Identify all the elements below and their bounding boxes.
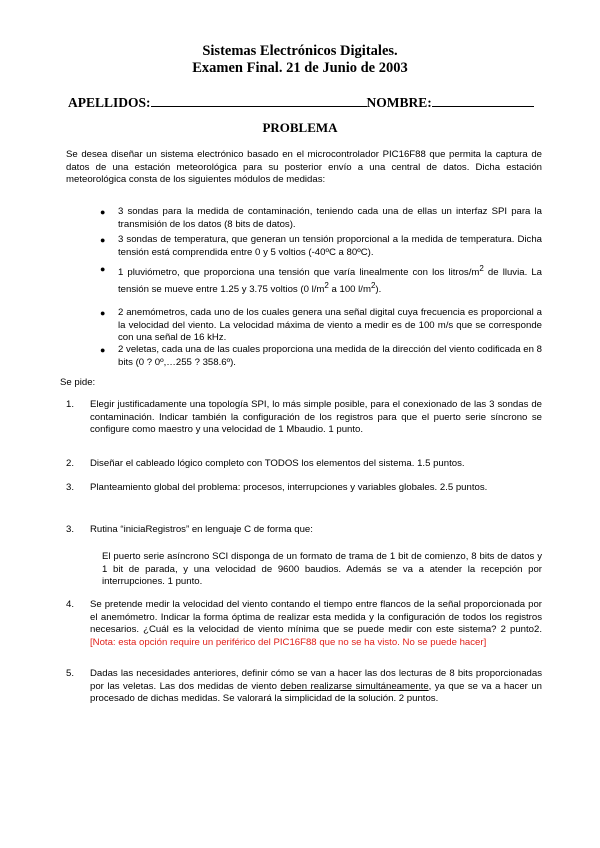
question-item: 4. Se pretende medir la velocidad del viento contando el tiempo entre flancos de la señal proporcionada por el anemómetro. Indicar la forma óptima de realizar esta medida y la configuración de todos los registros necesarios. ¿Cuál es la velocidad de viento mínima que se puede medir con este sistema? 2 punto2. [Nota: esta opción require un periférico del PIC16F88 que no se ha visto. No se puede hacer]	[66, 599, 542, 649]
question-item: 5. Dadas las necesidades anteriores, definir cómo se van a hacer las dos lecturas de 8 bits proporcionadas por las veletas. Las dos medidas de viento deben realizarse simultáneamente, ya que se va a hacer un procesado de dichas medidas. Se valorará la simplicidad de la solución. 2 puntos.	[66, 668, 543, 705]
exam-title: Sistemas Electrónicos Digitales.	[202, 43, 398, 59]
bullet-icon: ●	[100, 308, 106, 318]
list-item: ● 1 pluviómetro, que proporciona una tensión que varía linealmente con los litros/$m^2$ de lluvia. La tensión se mueve entre 1.25 y 3.75 voltios (0 $l/m^2$ a 100 $l/m^2$).	[100, 264, 543, 296]
intro-paragraph: Se desea diseñar un sistema electrónico basado en el microcontrolador PIC16F88 que permita la captura de datos de una estación meteorológica para su posterior envío a una central de datos. Dicha estación meteorológica consta de los siguientes módulos de medidas:	[66, 149, 542, 186]
name-fields	[68, 94, 534, 111]
sci-paragraph: El puerto serie asíncrono SCI disponga de un formato de trama de 1 bit de comienzo, 8 bits de datos y 1 bit de parada, y una velocidad de 9600 baudios. Además se va a atender la recepción por interrupciones. 1 punto.	[102, 551, 542, 588]
note-text: [Nota: esta opción require un periférico del PIC16F88 que no se ha visto. No se puede hacer]	[90, 637, 487, 649]
list-item: ● 3 sondas de temperatura, que generan un tensión proporcional a la medida de temperatura. Dicha tensión está comprendida entre 0 y 5 voltios (-40ºC a 80ºC).	[100, 234, 542, 258]
question-item: 3. Rutina “iniciaRegistros” en lenguaje C de forma que:	[66, 524, 313, 535]
exam-date: Examen Final. 21 de Junio de 2003	[192, 60, 408, 76]
list-item: ● 3 sondas para la medida de contaminación, teniendo cada una de ellas un interfaz SPI para la transmisión de los datos (8 bits de datos).	[100, 206, 542, 230]
se-pide-label: Se pide:	[60, 377, 96, 388]
underlined-text: deben realizarse simultáneamente	[280, 680, 429, 692]
nombre-label: NOMBRE:	[366, 95, 432, 110]
question-item: 2. Diseñar el cableado lógico completo con TODOS los elementos del sistema. 1.5 puntos.	[66, 458, 465, 469]
nombre-line	[432, 94, 534, 107]
question-item: 1. Elegir justificadamente una topología SPI, lo más simple posible, para el conexionado de las 3 sondas de contaminación. Indicar también la configuración de los registros para que el puerto serie síncrono se configure como maestro y una velocidad de 1 Mbaudio. 1 punto.	[66, 399, 542, 436]
section-title: PROBLEMA	[262, 120, 338, 135]
bullet-icon: ●	[100, 207, 106, 217]
list-item: ● 2 anemómetros, cada uno de los cuales genera una señal digital cuya frecuencia es proporcional a la velocidad del viento. La velocidad máxima de viento a medir es de 100 m/s que se corresponde con una señal de 16 kHz.	[100, 307, 542, 344]
bullet-icon: ●	[100, 235, 106, 245]
question-item: 3. Planteamiento global del problema: procesos, interrupciones y variables globales. 2.5 puntos.	[66, 482, 488, 493]
bullet-icon: ●	[100, 264, 106, 274]
apellidos-label: APELLIDOS:	[68, 95, 151, 110]
apellidos-line	[151, 94, 367, 107]
list-item: ● 2 veletas, cada una de las cuales proporciona una medida de la dirección del viento codificada en 8 bits (0 ? 0º,…255 ? 358.6º).	[100, 344, 542, 368]
bullet-icon: ●	[100, 345, 106, 355]
